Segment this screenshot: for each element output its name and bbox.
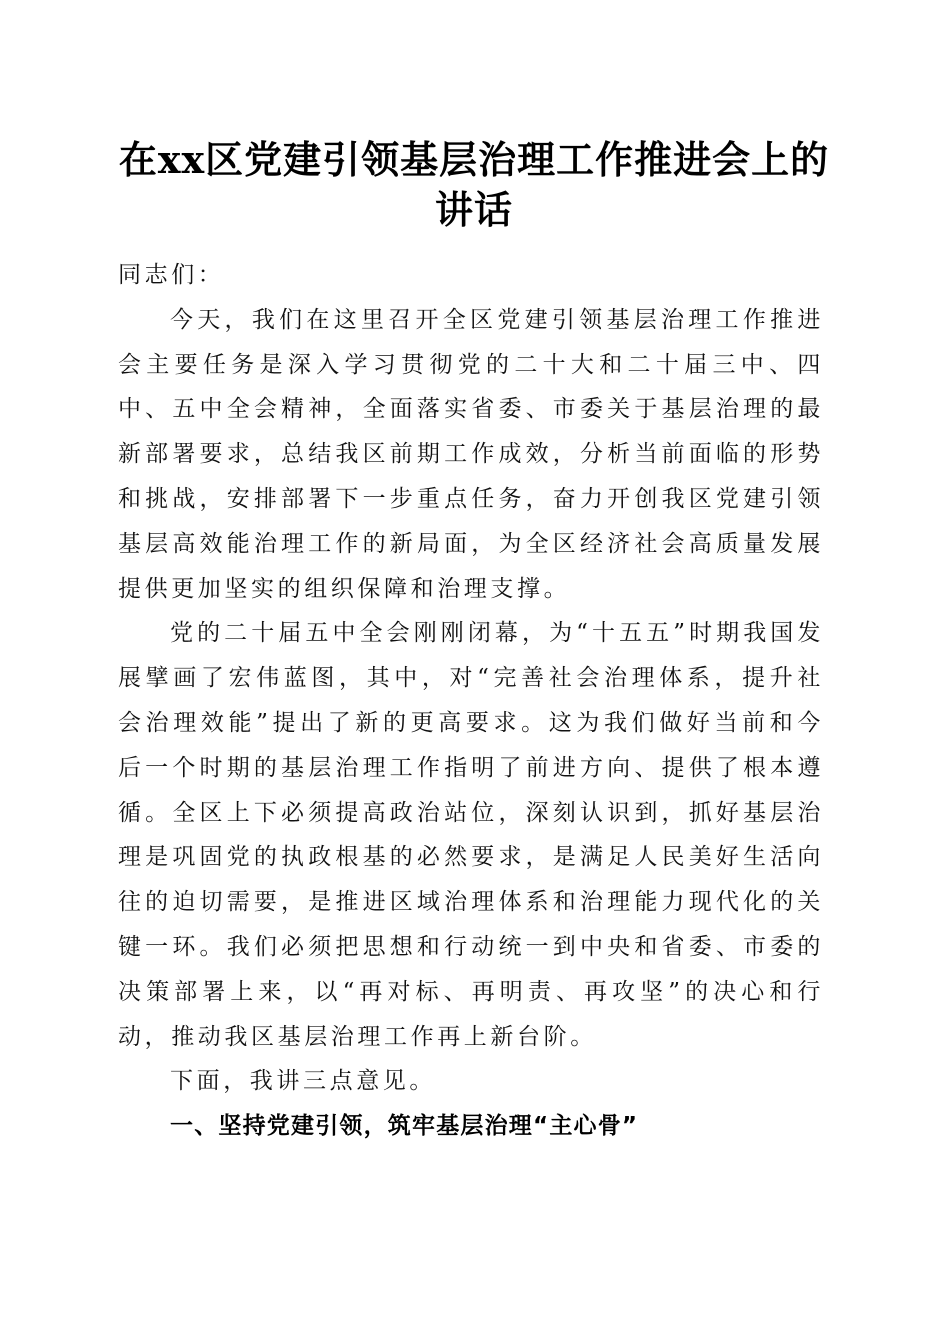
document-body (118, 253, 824, 1149)
paragraph-opening: 今天，我们在这里召开全区党建引领基层治理工作推进会主要任务是深入学习贯彻党的二十大和二十届三中、四中、五中全会精神，全面落实省委、市委关于基层治理的最新部署要求，总结我区前期工作成效，分析当前面临的形势和挑战，安排部署下一步重点任务，奋力开创我区党建引领基层高效能治理工作的新局面，为全区经济社会高质量发展提供更加坚实的组织保障和治理支撑。 (118, 306, 824, 602)
salutation: 同志们： (118, 262, 225, 288)
section-heading: 一、坚持党建引领，筑牢基层治理“主心骨” (170, 1113, 639, 1140)
paragraph-transition: 下面，我讲三点意见。 (170, 1068, 436, 1095)
paragraph-context: 党的二十届五中全会刚刚闭幕，为“十五五”时期我国发展擘画了宏伟蓝图，其中，对“完善社会治理体系，提升社会治理效能”提出了新的更高要求。这为我们做好当前和今后一个时期的基层治理工作指明了前进方向、提供了根本遵循。全区上下必须提高政治站位，深刻认识到，抓好基层治理是巩固党的执政根基的必然要求，是满足人民美好生活向往的迫切需要，是推进区域治理体系和治理能力现代化的关键一环。我们必须把思想和行动统一到中央和省委、市委的决策部署上来，以“再对标、再明责、再攻坚”的决心和行动，推动我区基层治理工作再上新台阶。 (118, 620, 824, 1050)
document-title: 在xx区党建引领基层治理工作推进会上的讲话 (118, 137, 830, 232)
